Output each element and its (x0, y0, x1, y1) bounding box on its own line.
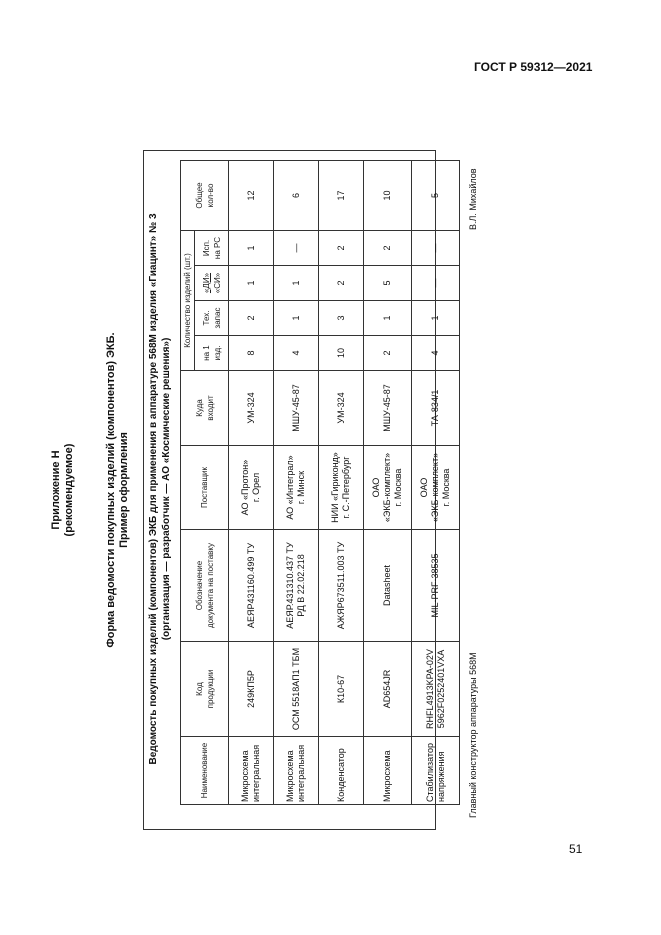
col-doc: Обозначение документа на поставку (181, 530, 229, 642)
statement-subtitle: (организация — разработчик — АО «Космические решения») (161, 337, 172, 641)
signature-name: В.Л. Михайлов (468, 168, 478, 230)
col-rs: Исп. на РС (195, 230, 229, 265)
appendix-note: (рекомендуемое) (63, 443, 75, 537)
page-number: 51 (569, 842, 583, 856)
components-table (180, 160, 460, 805)
table-row: Микросхема AD654JR Datasheet ОАО «ЭКБ-комплект» г. Москва МШУ-45-87 2 1 5 2 10 (364, 160, 412, 804)
form-title: Форма ведомости покупных изделий (компонентов) ЭКБ. (105, 332, 117, 648)
col-supplier: Поставщик (181, 446, 229, 530)
table-row: Микросхема интегральная ОСМ 5518АП1 ТБМ АЕЯР.431310.437 ТУ РД В 22.02.218 АО «Интеграл» г. Минск МШУ-45-87 4 1 1 — 6 (274, 160, 319, 804)
table-row: Стабилизатор напряжения RHFL4913KPA-02V 5962F0252401VXA MIL-PRF-38535 ОАО «ЭКБ-комплект» г. Москва ТА-834/1 4 1 — — 5 (412, 160, 460, 804)
col-code: Код продукции (181, 642, 229, 737)
table-row: Микросхема интегральная 249КП5Р АЕЯР431160.499 ТУ АО «Протон» г. Орел УМ-324 8 2 1 1 12 (229, 160, 274, 804)
table-row: Конденсатор К10-67 АЖЯР673511.003 ТУ НИИ «Гириконд» г. С.-Петербург УМ-324 10 3 2 2 17 (319, 160, 364, 804)
appendix-title: Приложение Н (50, 450, 62, 530)
col-where: Куда входит (181, 371, 229, 446)
col-di-si: «ДИ» «СИ» (195, 266, 229, 301)
col-name: Наименование (181, 737, 229, 805)
col-spare: Тех. запас (195, 301, 229, 336)
rotated-page-content (40, 150, 540, 830)
col-qty-group: Количество изделий (шт.) (181, 230, 195, 370)
statement-title: Ведомость покупных изделий (компонентов) ЭКБ для применения в аппаратуре 568М изделия «Гиацинт» № 3 (148, 213, 159, 765)
standard-header: ГОСТ Р 59312—2021 (474, 60, 593, 74)
col-per: на 1 изд. (195, 336, 229, 371)
signature-role: Главный конструктор аппаратуры 568М (468, 652, 478, 818)
col-total: Общее кол-во (181, 160, 229, 230)
form-subtitle: Пример оформления (118, 432, 130, 548)
statement-frame (143, 150, 451, 830)
